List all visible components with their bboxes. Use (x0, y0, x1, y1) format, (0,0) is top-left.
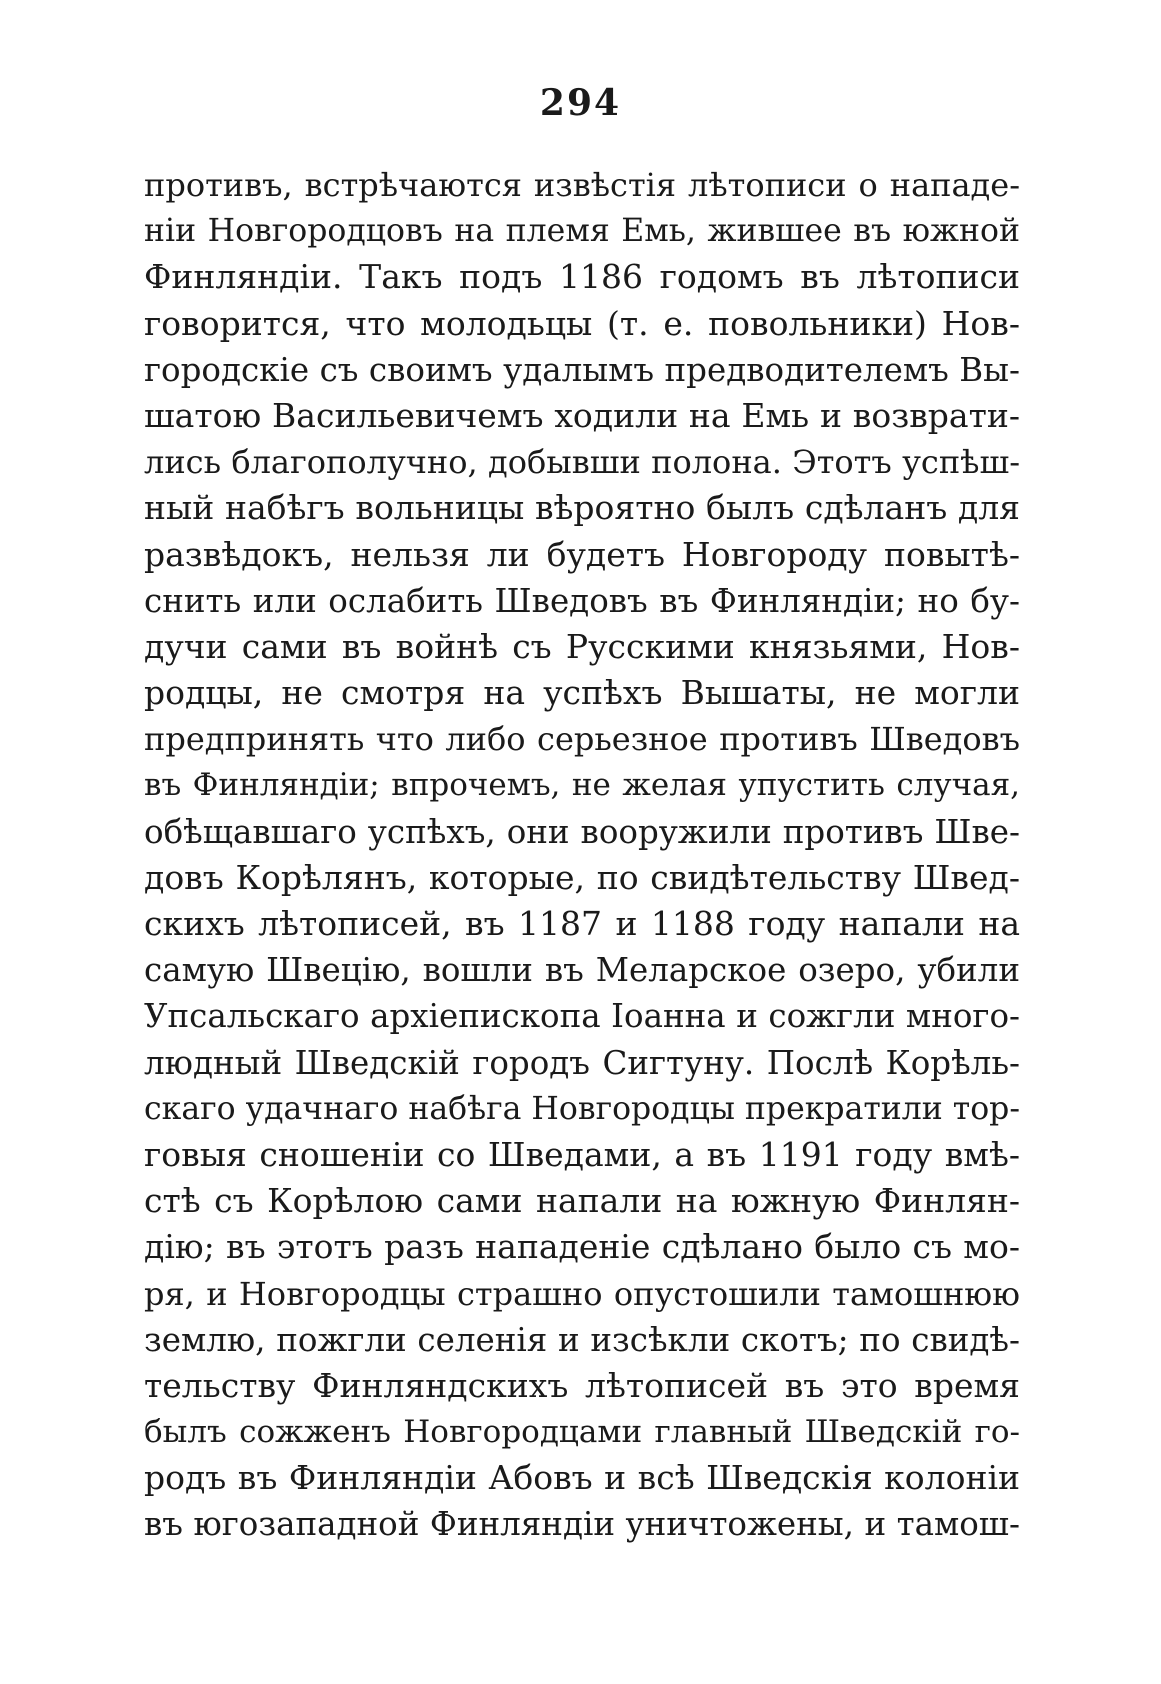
text-line: Финляндіи. Такъ подъ 1186 годомъ въ лѣтописи (144, 257, 1020, 297)
text-line: развѣдокъ, нельзя ли будетъ Новгороду повытѣ- (144, 534, 1020, 574)
text-line: скихъ лѣтописей, въ 1187 и 1188 году напали на (144, 904, 1020, 943)
text-line: былъ сожженъ Новгородцами главный Шведскій го- (144, 1414, 1020, 1451)
text-line: стѣ съ Корѣлою сами напали на южную Финлян- (144, 1181, 1020, 1221)
text-line: говыя сношеніи со Шведами, а въ 1191 году вмѣ- (144, 1134, 1020, 1174)
text-line: противъ, встрѣчаются извѣстія лѣтописи о нападе- (144, 166, 1020, 204)
text-line: самую Швецію, вошли въ Меларское озеро, убили (144, 951, 1020, 990)
text-line: скаго удачнаго набѣга Новгородцы прекратили тор- (144, 1090, 1020, 1127)
text-line: довъ Корѣлянъ, которые, по свидѣтельству Швед- (144, 857, 1020, 897)
text-line: ря, и Новгородцы страшно опустошили тамошнюю (144, 1274, 1020, 1313)
text-line: въ Финляндіи; впрочемъ, не желая упустить случая, (144, 767, 1020, 804)
text-line: ный набѣгъ вольницы вѣроятно былъ сдѣланъ для (144, 488, 1020, 528)
text-line: лись благополучно, добывши полона. Этотъ успѣш- (144, 443, 1020, 482)
text-line: родъ въ Финляндіи Абовъ и всѣ Шведскія колоніи (144, 1458, 1020, 1498)
body-text (144, 162, 1020, 1548)
page-number: 294 (539, 82, 622, 124)
text-line: землю, пожгли селенія и изсѣкли скотъ; по свидѣ- (144, 1320, 1020, 1359)
text-line: дучи сами въ войнѣ съ Русскими князьями, Нов- (144, 626, 1020, 666)
text-line: тельству Финляндскихъ лѣтописей въ это время (144, 1365, 1020, 1405)
text-line: предпринять что либо серьезное противъ Шведовъ (144, 720, 1020, 759)
text-line: обѣщавшаго успѣхъ, они вооружили противъ Шве- (144, 812, 1020, 851)
text-line: родцы, не смотря на успѣхъ Вышаты, не могли (144, 673, 1020, 713)
text-line: людный Шведскій городъ Сигтуну. Послѣ Корѣль- (144, 1043, 1020, 1082)
text-line: ніи Новгородцовъ на племя Емь, жившее въ южной (144, 213, 1020, 250)
text-line: Упсальскаго архіепископа Іоанна и сожгли много- (144, 997, 1020, 1036)
text-line: въ югозападной Финляндіи уничтожены, и тамош- (144, 1505, 1020, 1544)
text-line: говорится, что молодьцы (т. е. повольники) Нов- (144, 303, 1020, 343)
text-line: городскіе съ своимъ удалымъ предводителемъ Вы- (144, 350, 1020, 389)
text-line: шатою Васильевичемъ ходили на Емь и возврати- (144, 395, 1020, 435)
text-line: дію; въ этотъ разъ нападеніе сдѣлано было съ мо- (144, 1227, 1020, 1267)
text-line: снить или ослабить Шведовъ въ Финляндіи; но бу- (144, 581, 1020, 620)
